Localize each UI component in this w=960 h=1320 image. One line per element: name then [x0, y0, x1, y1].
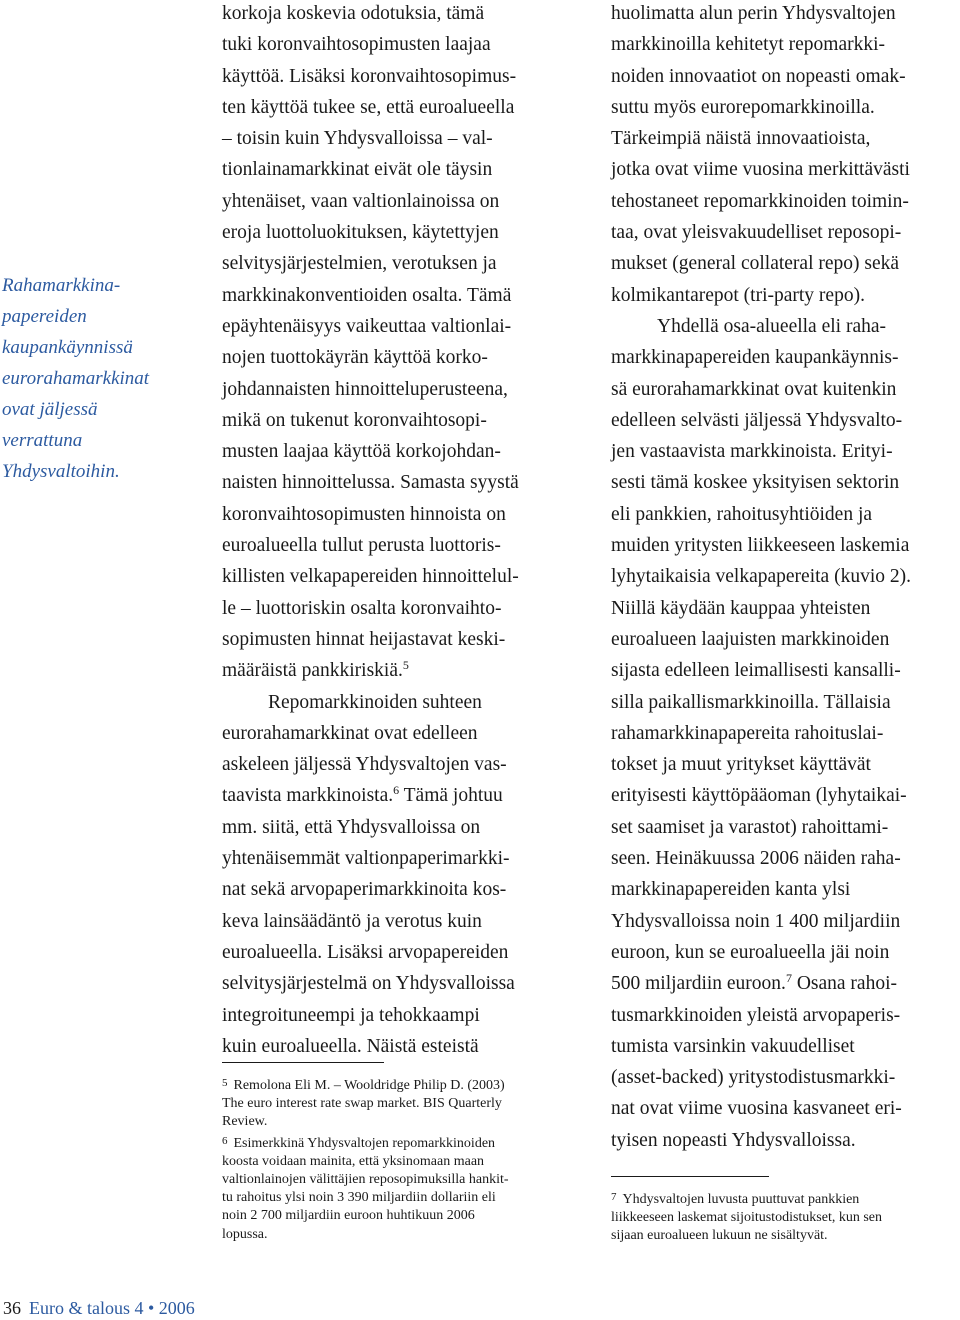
text-fragment: Osana rahoi- [791, 973, 897, 995]
text-line: erityisesti käyttöpääoman (lyhytaikai- [611, 785, 907, 807]
text-line: sopimusten hinnat heijastavat keski- [222, 628, 506, 650]
footnote-ref-6: 6 [393, 783, 400, 798]
text-line: korkoja koskevia odotuksia, tämä [222, 3, 485, 24]
text-line: tusmarkkinoiden yleistä arvopaperis- [611, 1004, 901, 1026]
footnote-7-line: liikkeeseen laskemat sijoitustodistukset, kun sen [611, 1210, 883, 1226]
text-line: naisten hinnoittelussa. Samasta syystä [222, 472, 519, 494]
text-line: rahamarkkinapapereita rahoituslai- [611, 722, 884, 744]
footnote-divider [222, 1062, 384, 1063]
text-line: ten käyttöä tukee se, että euroalueella [222, 96, 515, 118]
footnote-5-line: The euro interest rate swap market. BIS Quarterly [222, 1096, 502, 1112]
text-line: kolmikantarepot (tri-party repo). [611, 284, 865, 306]
right-column [611, 0, 959, 1156]
sidenote-line: papereiden [2, 306, 87, 327]
text-line: sijasta edelleen leimallisesti kansalli- [611, 660, 901, 682]
text-line: sä eurorahamarkkinat ovat kuitenkin [611, 378, 897, 400]
text-line: huolimatta alun perin Yhdysvaltojen [611, 3, 896, 24]
text-line: jotka ovat viime vuosina merkittävästi [611, 159, 910, 181]
text-line: markkinakonventioiden osalta. Tämä [222, 284, 512, 306]
text-line: markkinapapereiden kaupankäynnis- [611, 347, 899, 369]
text-line: mm. siitä, että Yhdysvalloissa on [222, 816, 481, 838]
text-line: tumista varsinkin vakuudelliset [611, 1035, 855, 1057]
text-line: suttu myös eurorepomarkkinoilla. [611, 96, 875, 118]
footnote-5-number: 5 [222, 1077, 228, 1089]
sidenote-line: Yhdysvaltoihin. [2, 461, 120, 482]
text-line: jen vastaavista markkinoista. Erityi- [611, 441, 893, 463]
text-line: set saamiset ja varastot) rahoittami- [611, 816, 889, 838]
text-line: yhtenäisemmät valtionpaperimarkki- [222, 848, 510, 870]
text-line: epäyhtenäisyys vaikeuttaa valtionlai- [222, 315, 512, 337]
text-line: lyhytaikaisia velkapapereita (kuvio 2). [611, 566, 911, 588]
text-line: euroon, kun se euroalueella jäi noin [611, 941, 890, 963]
text-line [611, 968, 959, 999]
footnote-divider [611, 1176, 769, 1177]
text-line: selvitysjärjestelmä on Yhdysvalloissa [222, 973, 515, 995]
text-line: euroalueella. Lisäksi arvopapereiden [222, 941, 509, 963]
footnote-7-line: sijaan euroalueen lukuun ne sisältyvät. [611, 1228, 828, 1244]
text-line: taa, ovat yleisvakuudelliset reposopi- [611, 222, 902, 244]
footnotes-middle [222, 1074, 574, 1244]
text-line: (asset-backed) yritystodistusmarkki- [611, 1067, 896, 1089]
text-line: Niillä käydään kauppaa yhteisten [611, 597, 871, 619]
text-line: nojen tuottokäyrän käyttöä korko- [222, 347, 488, 369]
footnote-5-line [222, 1074, 574, 1095]
text-line: musten laajaa käyttöä korkojohdan- [222, 441, 501, 463]
page-number: 36 [3, 1298, 21, 1318]
sidenote-line: Rahamarkkina- [2, 275, 121, 296]
footnote-6-number: 6 [222, 1134, 228, 1147]
footnote-6-line: tu rahoitus ylsi noin 3 390 miljardiin dollariin eli [222, 1190, 496, 1206]
text-line: integroituneempi ja tehokkaampi [222, 1004, 480, 1026]
text-fragment: Tämä johtuu [399, 785, 503, 807]
text-line: muiden yritysten liikkeeseen laskemia [611, 535, 910, 557]
footnote-7-number: 7 [611, 1191, 617, 1203]
text-line: yhtenäiset, vaan valtionlainoissa on [222, 190, 500, 212]
footnote-6-line: lopussa. [222, 1226, 268, 1242]
paragraph-first-line: Yhdellä osa-alueella eli raha- [657, 315, 887, 337]
footnote-5-line: Review. [222, 1114, 268, 1130]
text-line: tehostaneet repomarkkinoiden toimin- [611, 190, 909, 212]
text-line: keva lainsäädäntö ja verotus kuin [222, 910, 482, 932]
text-line: selvitysjärjestelmien, verotuksen ja [222, 253, 497, 275]
sidenote-line: eurorahamarkkinat [2, 368, 150, 389]
footnote-ref-5: 5 [402, 658, 409, 673]
footnote-7-line [611, 1188, 951, 1209]
text-fragment: määräistä pankkiriskiä. [222, 660, 403, 682]
text-fragment: Remolona Eli M. – Wooldridge Philip D. (2003) [233, 1078, 505, 1093]
text-line: tyisen nopeasti Yhdysvalloissa. [611, 1129, 856, 1151]
text-line: nat ovat viime vuosina kasvaneet eri- [611, 1098, 902, 1120]
text-line: nat sekä arvopaperimarkkinoita kos- [222, 879, 507, 901]
text-fragment: taavista markkinoista. [222, 785, 394, 807]
text-line: markkinoilla kehitetyt repomarkki- [611, 34, 885, 56]
text-line: euroalueen laajuisten markkinoiden [611, 628, 890, 650]
text-line: silla paikallismarkkinoilla. Tällaisia [611, 691, 891, 713]
text-line: seen. Heinäkuussa 2006 näiden raha- [611, 848, 901, 870]
text-line: euroalueella tullut perusta luottoris- [222, 535, 501, 557]
page-footer [3, 1296, 195, 1320]
text-line: Yhdysvalloissa noin 1 400 miljardiin [611, 910, 901, 932]
text-line: tokset ja muut yritykset käyttävät [611, 754, 871, 776]
text-line: le – luottoriskin osalta koronvaihto- [222, 597, 502, 619]
text-line: sesti tämä koskee yksityisen sektorin [611, 472, 900, 494]
sidenote-line: kaupankäynnissä [2, 337, 133, 358]
footnote-ref-7: 7 [785, 971, 792, 986]
text-line: mukset (general collateral repo) sekä [611, 253, 900, 275]
text-fragment: 500 miljardiin euroon. [611, 973, 786, 995]
footnote-6-line: koosta voidaan mainita, että yksinomaan maan [222, 1153, 485, 1169]
footnote-6-line: valtionlainojen välittäjien reposopimuksilla hankit- [222, 1172, 509, 1188]
text-line: kuin euroalueella. Näistä esteistä [222, 1035, 479, 1057]
text-line: noiden innovaatiot on nopeasti omak- [611, 65, 906, 87]
text-fragment: Yhdysvaltojen luvusta puuttuvat pankkien [622, 1192, 860, 1207]
text-fragment: Esimerkkinä Yhdysvaltojen repomarkkinoiden [233, 1135, 496, 1151]
middle-column [222, 0, 582, 1062]
text-line: killisten velkapapereiden hinnoittelul- [222, 566, 519, 588]
text-line [222, 655, 582, 686]
footnote-6-line [222, 1132, 574, 1153]
text-line: askeleen jäljessä Yhdysvaltojen vas- [222, 754, 507, 776]
text-line: eroja luottoluokituksen, käytettyjen [222, 222, 499, 244]
sidenote [2, 270, 187, 487]
text-line [222, 780, 582, 811]
publication-title: Euro & talous 4 • 2006 [29, 1298, 195, 1318]
text-line: tuki koronvaihtosopimusten laajaa [222, 34, 491, 56]
text-line: tionlainamarkkinat eivät ole täysin [222, 159, 493, 181]
text-line: – toisin kuin Yhdysvalloissa – val- [222, 128, 493, 150]
text-line: mikä on tukenut koronvaihtosopi- [222, 409, 487, 431]
text-line: käyttöä. Lisäksi koronvaihtosopimus- [222, 65, 517, 87]
sidenote-line: verrattuna [2, 430, 83, 451]
footnote-6-line: noin 2 700 miljardiin euroon huhtikuun 2006 [222, 1208, 475, 1224]
text-line: markkinapapereiden kanta ylsi [611, 879, 851, 901]
sidenote-line: ovat jäljessä [2, 399, 98, 420]
text-line: johdannaisten hinnoitteluperusteena, [222, 378, 508, 400]
text-line: eurorahamarkkinat ovat edelleen [222, 722, 478, 744]
text-line: koronvaihtosopimusten hinnoista on [222, 503, 506, 525]
text-line: edelleen selvästi jäljessä Yhdysvalto- [611, 409, 903, 431]
text-line: Tärkeimpiä näistä innovaatioista, [611, 128, 871, 150]
footnotes-right [611, 1188, 951, 1246]
text-line: eli pankkien, rahoitusyhtiöiden ja [611, 503, 873, 525]
paragraph-first-line: Repomarkkinoiden suhteen [268, 691, 482, 713]
